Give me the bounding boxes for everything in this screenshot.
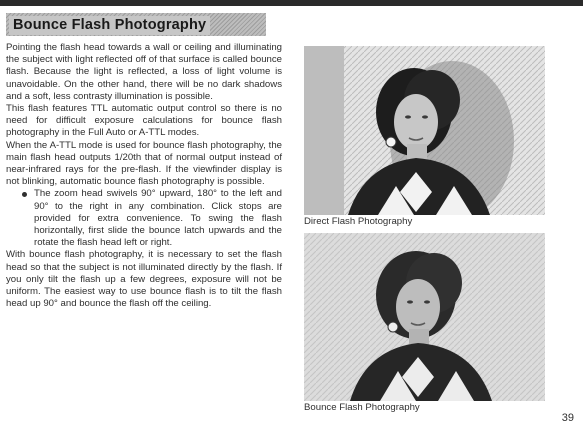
paragraph-intro: Pointing the flash head towards a wall or ceiling and illuminating the subject with light reflected off of that surface is called bounce flash. Because the light is reflected, a loss of light volume is unavoidable. On the other hand, there will be no dark shadows and a soft, less contrasty illumination is possible. <box>6 42 282 102</box>
top-rule <box>0 0 583 6</box>
body-text <box>6 42 282 310</box>
direct-flash-image <box>304 46 545 215</box>
bullet-item <box>22 188 282 249</box>
section-title: Bounce Flash Photography <box>9 16 210 35</box>
paragraph-ttl: This flash features TTL automatic output control so there is no need for difficult exposure calculations for bounce flash photography in the Full Auto or A-TTL modes. <box>6 103 282 139</box>
caption-bounce-flash: Bounce Flash Photography <box>304 402 420 413</box>
bullet-text: The zoom head swivels 90° upward, 180° to the left and 90° to the right in any combination. Click stops are provided for extra convenience. To swing the flash horizontally, first slide the bounce latch upwards and the rotate the flash head left or right. <box>34 188 282 249</box>
page-number: 39 <box>561 412 574 424</box>
paragraph-bounce-setup: With bounce flash photography, it is necessary to set the flash head so that the subject is not illuminated directly by the flash. If you only tilt the flash up a few degrees, exposure will not be uniform. The easiest way to use bounce flash is to tilt the flash head up 90° and bounce the flash off the ceiling. <box>6 249 282 310</box>
bullet-dot-icon <box>22 192 27 197</box>
bounce-flash-photo <box>304 233 545 401</box>
direct-flash-photo <box>304 46 545 215</box>
section-title-bar <box>6 13 266 36</box>
caption-direct-flash: Direct Flash Photography <box>304 216 413 227</box>
bounce-flash-image <box>304 233 545 401</box>
paragraph-a-ttl: When the A-TTL mode is used for bounce flash photography, the main flash head outputs 1/20th that of normal output instead of near-infrared rays for the pre-flash. If the viewfinder display is not blinking, automatic bounce flash photography is possible. <box>6 139 282 188</box>
